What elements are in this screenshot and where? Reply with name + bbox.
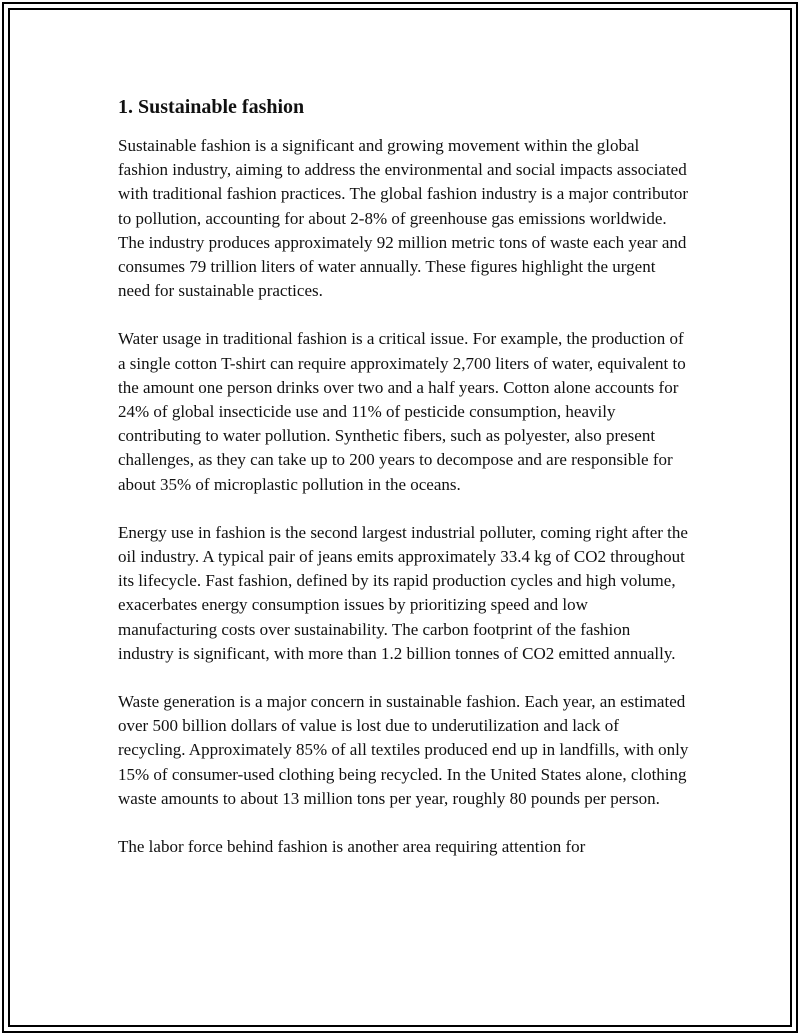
paragraph-waste-generation: Waste generation is a major concern in sustainable fashion. Each year, an estimated over 500 billion dollars of value is lost due to underutilization and lack of recycling. Approximately 85% of all textiles produced end up in landfills, with only 15% of consumer-used clothing being recycled. In the United States alone, clothing waste amounts to about 13 million tons per year, roughly 80 pounds per person. — [118, 692, 689, 808]
paragraph-intro: Sustainable fashion is a significant and growing movement within the global fashion industry, aiming to address the environmental and social impacts associated with traditional fashion practices. The global fashion industry is a major contributor to pollution, accounting for about 2-8% of greenhouse gas emissions worldwide. The industry produces approximately 92 million metric tons of waste each year and consumes 79 trillion liters of water annually. These figures highlight the urgent need for sustainable practices. — [118, 136, 688, 301]
paragraph-energy-use: Energy use in fashion is the second largest industrial polluter, coming right after the oil industry. A typical pair of jeans emits approximately 33.4 kg of CO2 throughout its lifecycle. Fast fashion, defined by its rapid production cycles and high volume, exacerbates energy consumption issues by prioritizing speed and low manufacturing costs over sustainability. The carbon footprint of the fashion industry is significant, with more than 1.2 billion tonnes of CO2 emitted annually. — [118, 522, 688, 663]
paragraph-water-usage: Water usage in traditional fashion is a critical issue. For example, the production of a single cotton T-shirt can require approximately 2,700 liters of water, equivalent to the amount one person drinks over two and a half years. Cotton alone accounts for 24% of global insecticide use and 11% of pesticide consumption, heavily contributing to water pollution. Synthetic fibers, such as polyester, also present challenges, as they can take up to 200 years to decompose and are responsible for about 35% of microplastic pollution in the oceans. — [118, 329, 686, 494]
paragraph-labor-force: The labor force behind fashion is another area requiring attention for — [118, 837, 586, 857]
document-body — [118, 94, 690, 883]
section-heading: 1. Sustainable fashion — [118, 96, 305, 118]
